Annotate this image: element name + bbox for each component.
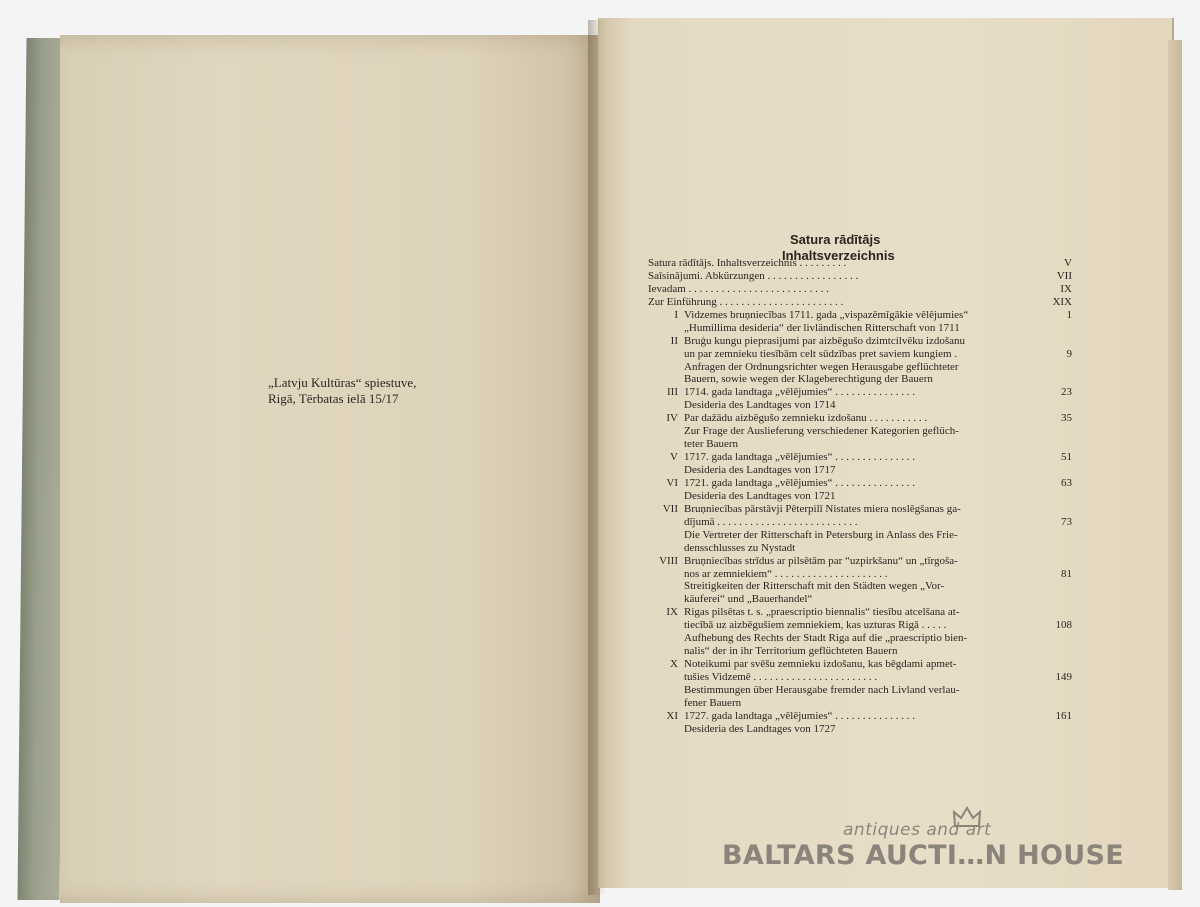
toc-entry-text: Anfragen der Ordnungsrichter wegen Herausgabe geflüchteter — [684, 360, 959, 373]
toc-entry-page: 81 — [1061, 567, 1072, 580]
watermark-tagline: antiques and art — [843, 820, 992, 840]
toc-entry-text: 1727. gada landtaga „vēlējumies“ . . . . . . . . . . . . . . . — [684, 709, 915, 722]
toc-entry — [648, 529, 1072, 542]
toc-entry — [648, 555, 1072, 568]
toc-entry-page: XIX — [1052, 295, 1072, 308]
toc-title-german: Inhaltsverzeichnis — [782, 248, 895, 263]
page-edge — [1168, 40, 1182, 890]
toc-entry — [648, 580, 1072, 593]
toc-entry-text: Bruņniecības pārstāvji Pēterpilī Nistates miera noslēgšanas ga- — [684, 502, 961, 515]
toc-entry-text: Streitigkeiten der Ritterschaft mit den Städten wegen „Vor- — [684, 580, 945, 593]
toc-entry-text: un par zemnieku tiesībām celt sūdzības pret saviem kungiem . — [684, 347, 958, 360]
toc-entry-text: dījumā . . . . . . . . . . . . . . . . . . . . . . . . . . — [684, 515, 858, 528]
printer-imprint — [268, 375, 416, 407]
toc-entry — [648, 516, 1072, 529]
toc-entry — [648, 399, 1072, 412]
toc-entry-page: 35 — [1061, 412, 1072, 425]
toc-entry-text: Rigas pilsētas t. s. „praescriptio biennalis“ tiesību atcelšana at- — [684, 606, 960, 619]
toc-entry — [648, 257, 1072, 270]
toc-entry-text: tušies Vidzemē . . . . . . . . . . . . . . . . . . . . . . . — [684, 671, 878, 683]
toc-entry-number: III — [667, 386, 678, 399]
left-page — [60, 35, 600, 903]
toc-entry-number: X — [670, 658, 678, 671]
toc-entry-number: V — [670, 451, 678, 464]
toc-entry — [648, 697, 1072, 710]
toc-entry — [648, 723, 1072, 736]
toc-entry-number: IX — [666, 606, 678, 619]
toc-entry-text: Desideria des Landtages von 1727 — [684, 722, 836, 735]
toc-entry — [648, 296, 1072, 309]
toc-entry — [648, 335, 1072, 348]
toc-entry — [648, 606, 1072, 619]
toc-entry-page: V — [1064, 257, 1072, 269]
toc-entry — [648, 373, 1072, 386]
toc-entry-text: Zur Frage der Auslieferung verschiedener Kategorien geflüch- — [684, 425, 959, 438]
toc-entry-text: Ievadam . . . . . . . . . . . . . . . . . . . . . . . . . . — [648, 282, 829, 295]
toc-entry-page: VII — [1056, 269, 1072, 282]
toc-entry-page: 23 — [1061, 386, 1072, 399]
toc-entry-text: Noteikumi par svēšu zemnieku izdošanu, kas bēgdami apmet- — [684, 658, 957, 671]
toc-entry-number: II — [670, 334, 678, 347]
toc-entry — [648, 503, 1072, 516]
toc-entry-number: I — [674, 308, 678, 321]
toc-entry-text: densschlusses zu Nystadt — [684, 541, 796, 554]
toc-entry — [648, 425, 1072, 438]
toc-entry-page: 149 — [1055, 671, 1072, 683]
toc-entry-text: Die Vertreter der Ritterschaft in Petersburg in Anlass des Frie- — [684, 528, 958, 541]
toc-entry — [648, 386, 1072, 399]
toc-entry — [648, 438, 1072, 451]
toc-entry — [648, 568, 1072, 581]
toc-entry-text: Zur Einführung . . . . . . . . . . . . . . . . . . . . . . . — [648, 295, 844, 308]
watermark-brand: BALTARS AUCTI…N HOUSE — [722, 840, 1124, 871]
toc-entry-text: Desideria des Landtages von 1717 — [684, 464, 836, 476]
toc-entry — [648, 283, 1072, 296]
toc-entry-number: XI — [666, 709, 678, 722]
toc-entry — [648, 710, 1072, 723]
toc-entry-text: Par dažādu aizbēgušo zemnieku izdošanu . . . . . . . . . . . — [684, 412, 928, 425]
toc-entry — [648, 490, 1072, 503]
toc-entry-number: IV — [666, 412, 678, 425]
toc-entry-text: Bruģu kungu pieprasijumi par aizbēgušo dzimtcilvēku izdošanu — [684, 334, 966, 347]
printer-line: Rigā, Tērbatas ielā 15/17 — [268, 391, 399, 406]
toc-entry-number: VI — [666, 476, 678, 489]
printer-line: „Latvju Kultūras“ spiestuve, — [268, 375, 417, 390]
toc-entry-page: IX — [1060, 282, 1072, 295]
toc-entry-page: 161 — [1055, 709, 1072, 722]
toc-entry — [648, 348, 1072, 361]
toc-entry — [648, 593, 1072, 606]
toc-entry-page: 51 — [1061, 451, 1072, 464]
toc-entry — [648, 412, 1072, 425]
toc-entry — [648, 270, 1072, 283]
toc-entry — [648, 632, 1072, 645]
toc-entry — [648, 477, 1072, 490]
toc-entry — [648, 322, 1072, 335]
toc-entry — [648, 619, 1072, 632]
toc-entry-text: fener Bauern — [684, 696, 742, 709]
toc-entry-text: 1717. gada landtaga „vēlējumies“ . . . . . . . . . . . . . . . — [684, 451, 915, 464]
toc-entry — [648, 542, 1072, 555]
toc-entry-text: teter Bauern — [684, 438, 739, 451]
toc-entry — [648, 671, 1072, 684]
toc-entry-text: Bauern, sowie wegen der Klageberechtigung der Bauern — [684, 373, 933, 386]
toc-entry-page: 63 — [1061, 476, 1072, 489]
toc-entry-text: Saīsinājumi. Abkürzungen . . . . . . . . . . . . . . . . . — [648, 269, 859, 282]
toc-entry — [648, 658, 1072, 671]
toc-entry-text: nos ar zemniekiem“ . . . . . . . . . . . . . . . . . . . . . — [684, 567, 888, 580]
toc-entry-page: 73 — [1061, 515, 1072, 528]
toc-entry-text: nalis“ der in ihr Territorium geflüchteten Bauern — [684, 645, 898, 658]
toc-entry-text: Vidzemes bruņniecības 1711. gada „vispazēmīgākie vēlējumies“ — [684, 308, 969, 321]
toc-entry-text: Aufhebung des Rechts der Stadt Riga auf die „praescriptio bien- — [684, 632, 968, 645]
toc-entry-page: 1 — [1066, 308, 1072, 321]
toc-entry — [648, 309, 1072, 322]
toc-entry-text: Satura rādītājs. Inhaltsverzeichnis . . . . . . . . . — [648, 257, 847, 269]
book-gutter — [588, 20, 606, 895]
toc-entry-page: 9 — [1066, 347, 1072, 360]
toc-entry — [648, 451, 1072, 464]
toc-entry-text: käuferei“ und „Bauerhandel“ — [684, 593, 813, 606]
toc-entry — [648, 645, 1072, 658]
table-of-contents — [648, 257, 1072, 736]
toc-entry-page: 108 — [1055, 619, 1072, 632]
toc-entry-text: tiecībā uz aizbēgušiem zemniekiem, kas uzturas Rigā . . . . . — [684, 619, 947, 632]
toc-entry-text: 1721. gada landtaga „vēlējumies“ . . . . . . . . . . . . . . . — [684, 476, 915, 489]
toc-entry-number: VII — [662, 502, 678, 515]
toc-entry-text: Bruņniecības strīdus ar pilsētām par “uzpirkšanu“ un „tīrgoša- — [684, 554, 958, 567]
toc-entry — [648, 684, 1072, 697]
toc-title-latvian: Satura rādītājs — [790, 232, 881, 247]
toc-entry — [648, 464, 1072, 477]
toc-entry-text: Bestimmungen über Herausgabe fremder nach Livland verlau- — [684, 683, 960, 696]
toc-entry-text: Desideria des Landtages von 1714 — [684, 399, 836, 412]
toc-entry-text: Desideria des Landtages von 1721 — [684, 489, 836, 502]
toc-entry-number: VIII — [659, 554, 678, 567]
toc-entry-text: 1714. gada landtaga „vēlējumies“ . . . . . . . . . . . . . . . — [684, 386, 915, 399]
toc-entry — [648, 361, 1072, 374]
toc-entry-text: „Humillima desideria“ der livländischen Ritterschaft von 1711 — [684, 321, 960, 334]
